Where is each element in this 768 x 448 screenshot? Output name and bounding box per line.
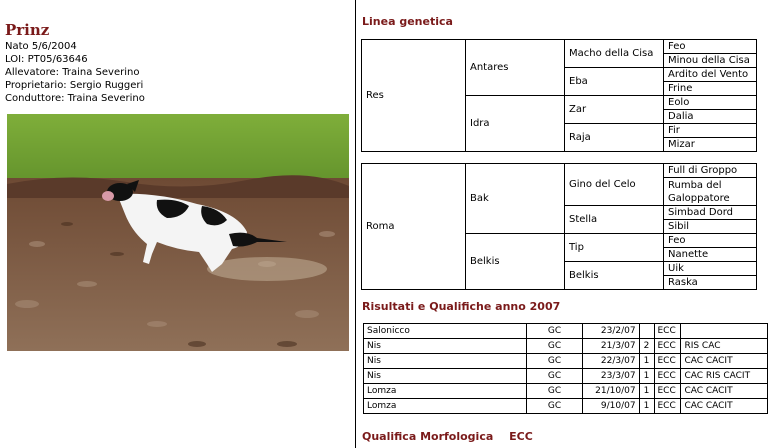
result-date: 21/3/07 bbox=[582, 339, 639, 354]
result-date: 21/10/07 bbox=[582, 384, 639, 399]
result-type: GC bbox=[527, 324, 583, 339]
result-type: GC bbox=[527, 354, 583, 369]
result-place: Salonicco bbox=[364, 324, 527, 339]
pedigree-gg-grandparent: Raska bbox=[664, 276, 757, 290]
result-qual: ECC bbox=[654, 324, 681, 339]
result-rank bbox=[639, 324, 654, 339]
result-place: Nis bbox=[364, 354, 527, 369]
pedigree-grandparent: Idra bbox=[466, 96, 565, 152]
morphology-qualification bbox=[362, 430, 533, 443]
loi-number: LOI: PT05/63646 bbox=[5, 54, 88, 65]
pedigree-gg-grandparent: Minou della Cisa bbox=[664, 54, 757, 68]
pedigree-gg-grandparent: Fir bbox=[664, 124, 757, 138]
handler: Conduttore: Traina Severino bbox=[5, 93, 145, 104]
dog-name: Prinz bbox=[5, 21, 50, 39]
morphology-value: ECC bbox=[509, 430, 533, 443]
result-place: Lomza bbox=[364, 399, 527, 414]
pedigree-gg-grandparent: Dalia bbox=[664, 110, 757, 124]
pedigree-great-grandparent: Macho della Cisa bbox=[565, 40, 664, 68]
table-row bbox=[364, 369, 768, 384]
pedigree-great-grandparent: Zar bbox=[565, 96, 664, 124]
table-row bbox=[364, 384, 768, 399]
owner: Proprietario: Sergio Ruggeri bbox=[5, 80, 144, 91]
table-row bbox=[364, 354, 768, 369]
morphology-label: Qualifica Morfologica bbox=[362, 430, 494, 443]
result-date: 23/2/07 bbox=[582, 324, 639, 339]
result-award: RIS CAC bbox=[681, 339, 768, 354]
pedigree-grandparent: Belkis bbox=[466, 234, 565, 290]
result-award: CAC CACIT bbox=[681, 384, 768, 399]
pedigree-grandparent: Bak bbox=[466, 164, 565, 234]
pedigree-parent: Res bbox=[362, 40, 466, 152]
result-date: 22/3/07 bbox=[582, 354, 639, 369]
pedigree-gg-grandparent: Feo bbox=[664, 234, 757, 248]
pedigree-gg-grandparent: Mizar bbox=[664, 138, 757, 152]
result-qual: ECC bbox=[654, 399, 681, 414]
pedigree-gg-grandparent: Eolo bbox=[664, 96, 757, 110]
result-rank: 1 bbox=[639, 354, 654, 369]
result-qual: ECC bbox=[654, 384, 681, 399]
result-rank: 1 bbox=[639, 369, 654, 384]
result-rank: 1 bbox=[639, 399, 654, 414]
table-row bbox=[364, 339, 768, 354]
pedigree-great-grandparent: Gino del Celo bbox=[565, 164, 664, 206]
result-qual: ECC bbox=[654, 354, 681, 369]
pedigree-great-grandparent: Tip bbox=[565, 234, 664, 262]
results-heading: Risultati e Qualifiche anno 2007 bbox=[362, 300, 561, 313]
breeder: Allevatore: Traina Severino bbox=[5, 67, 140, 78]
result-qual: ECC bbox=[654, 339, 681, 354]
result-type: GC bbox=[527, 384, 583, 399]
pedigree-great-grandparent: Belkis bbox=[565, 262, 664, 290]
result-award: CAC RIS CACIT bbox=[681, 369, 768, 384]
birth-date: Nato 5/6/2004 bbox=[5, 41, 77, 52]
result-date: 23/3/07 bbox=[582, 369, 639, 384]
result-place: Nis bbox=[364, 339, 527, 354]
result-date: 9/10/07 bbox=[582, 399, 639, 414]
pedigree-dam-table bbox=[361, 163, 757, 290]
pedigree-gg-grandparent: Ardito del Vento bbox=[664, 68, 757, 82]
lineage-heading: Linea genetica bbox=[362, 15, 453, 28]
result-type: GC bbox=[527, 339, 583, 354]
pedigree-gg-grandparent: Sibil bbox=[664, 220, 757, 234]
table-row bbox=[364, 324, 768, 339]
result-award bbox=[681, 324, 768, 339]
result-award: CAC CACIT bbox=[681, 354, 768, 369]
results-table bbox=[363, 323, 768, 414]
pedigree-gg-grandparent: Rumba del Galoppatore bbox=[664, 178, 757, 206]
pedigree-great-grandparent: Raja bbox=[565, 124, 664, 152]
result-place: Lomza bbox=[364, 384, 527, 399]
result-qual: ECC bbox=[654, 369, 681, 384]
result-rank: 1 bbox=[639, 384, 654, 399]
result-type: GC bbox=[527, 399, 583, 414]
result-award: CAC CACIT bbox=[681, 399, 768, 414]
pedigree-great-grandparent: Stella bbox=[565, 206, 664, 234]
pedigree-gg-grandparent: Simbad Dord bbox=[664, 206, 757, 220]
pedigree-gg-grandparent: Full di Groppo bbox=[664, 164, 757, 178]
result-place: Nis bbox=[364, 369, 527, 384]
dog-profile-panel bbox=[0, 0, 356, 448]
result-type: GC bbox=[527, 369, 583, 384]
result-rank: 2 bbox=[639, 339, 654, 354]
pedigree-grandparent: Antares bbox=[466, 40, 565, 96]
dog-photo bbox=[7, 114, 349, 351]
pedigree-gg-grandparent: Uik bbox=[664, 262, 757, 276]
pedigree-great-grandparent: Eba bbox=[565, 68, 664, 96]
pedigree-parent: Roma bbox=[362, 164, 466, 290]
table-row bbox=[364, 399, 768, 414]
pedigree-gg-grandparent: Nanette bbox=[664, 248, 757, 262]
pedigree-gg-grandparent: Frine bbox=[664, 82, 757, 96]
pedigree-gg-grandparent: Feo bbox=[664, 40, 757, 54]
pedigree-sire-table bbox=[361, 39, 757, 152]
